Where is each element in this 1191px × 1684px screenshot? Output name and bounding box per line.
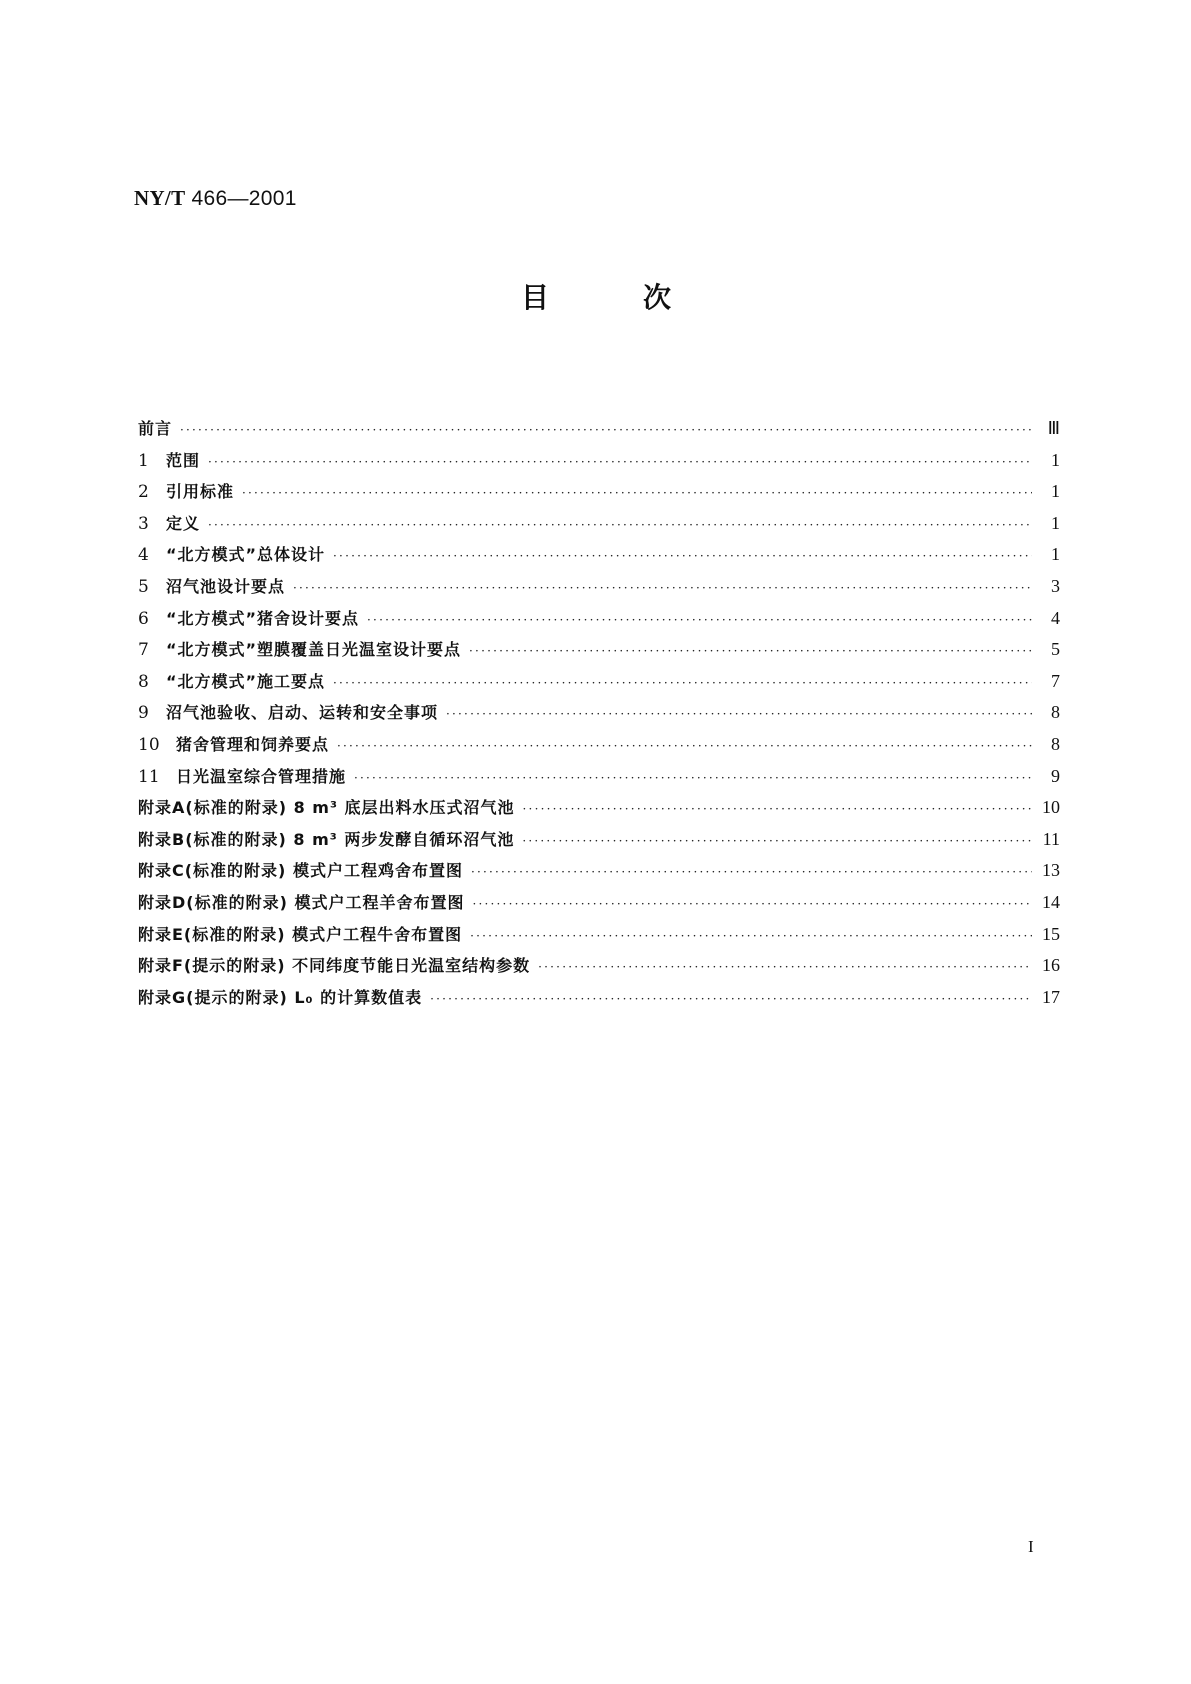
toc-entry-number: 1 — [138, 450, 149, 471]
toc-entry-label: 沼气池验收、启动、运转和安全事项 — [166, 703, 439, 723]
toc-entry-page: 10 — [1042, 797, 1060, 818]
toc-entry-label: “北方模式”施工要点 — [166, 671, 326, 691]
toc-entry-label: 附录F(提示的附录) 不同纬度节能日光温室结构参数 — [138, 956, 531, 976]
toc-entry-label: 附录C(标准的附录) 模式户工程鸡舍布置图 — [138, 861, 463, 881]
standard-code-prefix: NY/T — [134, 186, 186, 210]
toc-entry[interactable] — [138, 827, 1060, 859]
dot-leader — [471, 865, 1032, 879]
title-char-1: 目 — [521, 281, 550, 314]
toc-entry[interactable] — [138, 700, 1060, 732]
toc-entry-number: 8 — [138, 671, 149, 692]
toc-entry[interactable] — [138, 448, 1060, 480]
toc-entry[interactable] — [138, 953, 1060, 985]
toc-entry-page: 7 — [1051, 670, 1060, 691]
toc-entry-number: 3 — [138, 513, 149, 534]
toc-entry-page: 15 — [1042, 923, 1060, 944]
toc-entry-page: 14 — [1042, 891, 1060, 912]
toc-entry-number: 4 — [138, 545, 149, 566]
toc-entry-page: 4 — [1051, 607, 1060, 628]
dot-leader — [208, 518, 1032, 532]
toc-entry-page: 16 — [1042, 955, 1060, 976]
toc-entry-label: 附录B(标准的附录) 8 m³ 两步发酵自循环沼气池 — [138, 829, 515, 849]
toc-entry-page: 1 — [1051, 544, 1060, 565]
toc-entry-label: 沼气池设计要点 — [166, 576, 286, 596]
dot-leader — [472, 897, 1032, 911]
toc-entry[interactable] — [138, 637, 1060, 669]
dot-leader — [337, 739, 1032, 753]
toc-entry-label: 范围 — [166, 450, 201, 470]
dot-leader — [430, 992, 1032, 1006]
toc-entry-page: 13 — [1042, 860, 1060, 881]
toc-entry-page: 1 — [1051, 481, 1060, 502]
dot-leader — [470, 929, 1032, 943]
toc-entry-page: 5 — [1051, 639, 1060, 660]
toc-entry-label: “北方模式”总体设计 — [166, 545, 326, 565]
dot-leader — [208, 455, 1032, 469]
dot-leader — [523, 802, 1032, 816]
toc-entry[interactable] — [138, 795, 1060, 827]
toc-entry-label: “北方模式”塑膜覆盖日光温室设计要点 — [166, 640, 462, 660]
toc-entry[interactable] — [138, 574, 1060, 606]
toc-entry-label: 猪舍管理和饲养要点 — [176, 734, 330, 754]
toc-entry[interactable] — [138, 511, 1060, 543]
toc-entry[interactable] — [138, 890, 1060, 922]
toc-entry-label: 引用标准 — [166, 482, 235, 502]
toc-entry-page: 1 — [1051, 512, 1060, 533]
standard-code — [134, 186, 297, 211]
dot-leader — [333, 549, 1032, 563]
toc-entry[interactable] — [138, 764, 1060, 796]
toc-entry[interactable] — [138, 669, 1060, 701]
toc-entry[interactable] — [138, 922, 1060, 954]
toc-entry-number: 7 — [138, 640, 149, 661]
toc-entry-label: 日光温室综合管理措施 — [176, 766, 347, 786]
toc-entry-page: 3 — [1051, 575, 1060, 596]
toc-entry-label: 前言 — [138, 419, 173, 438]
dot-leader — [333, 676, 1032, 690]
toc-entry[interactable] — [138, 416, 1060, 448]
toc-entry-number: 2 — [138, 482, 149, 503]
toc-entry-page: 9 — [1051, 765, 1060, 786]
dot-leader — [354, 771, 1032, 785]
toc-entry-label: 定义 — [166, 513, 201, 533]
toc-entry[interactable] — [138, 479, 1060, 511]
toc-entry-number: 5 — [138, 576, 149, 597]
toc-entry-page: 8 — [1051, 702, 1060, 723]
toc-entry[interactable] — [138, 858, 1060, 890]
dot-leader — [293, 581, 1032, 595]
toc-entry[interactable] — [138, 542, 1060, 574]
page-title — [0, 276, 1191, 316]
toc-entry-label: 附录D(标准的附录) 模式户工程羊舍布置图 — [138, 892, 465, 912]
toc-entry-number: 9 — [138, 703, 149, 724]
toc-entry-page: Ⅲ — [1047, 418, 1060, 438]
toc-entry-page: 11 — [1042, 828, 1060, 849]
toc-entry-label: 附录A(标准的附录) 8 m³ 底层出料水压式沼气池 — [138, 798, 515, 818]
dot-leader — [242, 486, 1032, 500]
toc-entry[interactable] — [138, 985, 1060, 1017]
dot-leader — [180, 423, 1032, 437]
toc-entry-number: 6 — [138, 608, 149, 629]
toc-entry-page: 1 — [1051, 449, 1060, 470]
toc-entry-page: 8 — [1051, 733, 1060, 754]
dot-leader — [538, 960, 1032, 974]
standard-code-number: 466—2001 — [191, 187, 297, 210]
table-of-contents — [138, 416, 1060, 1016]
dot-leader — [522, 834, 1032, 848]
toc-entry-page: 17 — [1042, 986, 1060, 1007]
toc-entry-number: 11 — [138, 766, 160, 787]
toc-entry-label: 附录G(提示的附录) L₀ 的计算数值表 — [138, 987, 423, 1007]
toc-entry-number: 10 — [138, 734, 160, 755]
toc-entry-label: 附录E(标准的附录) 模式户工程牛舍布置图 — [138, 924, 463, 944]
dot-leader — [469, 644, 1032, 658]
title-char-2: 次 — [643, 281, 672, 314]
toc-entry[interactable] — [138, 732, 1060, 764]
toc-entry-label: “北方模式”猪舍设计要点 — [166, 608, 360, 628]
page-number: I — [1028, 1537, 1034, 1556]
dot-leader — [367, 613, 1032, 627]
toc-entry[interactable] — [138, 606, 1060, 638]
dot-leader — [446, 707, 1032, 721]
